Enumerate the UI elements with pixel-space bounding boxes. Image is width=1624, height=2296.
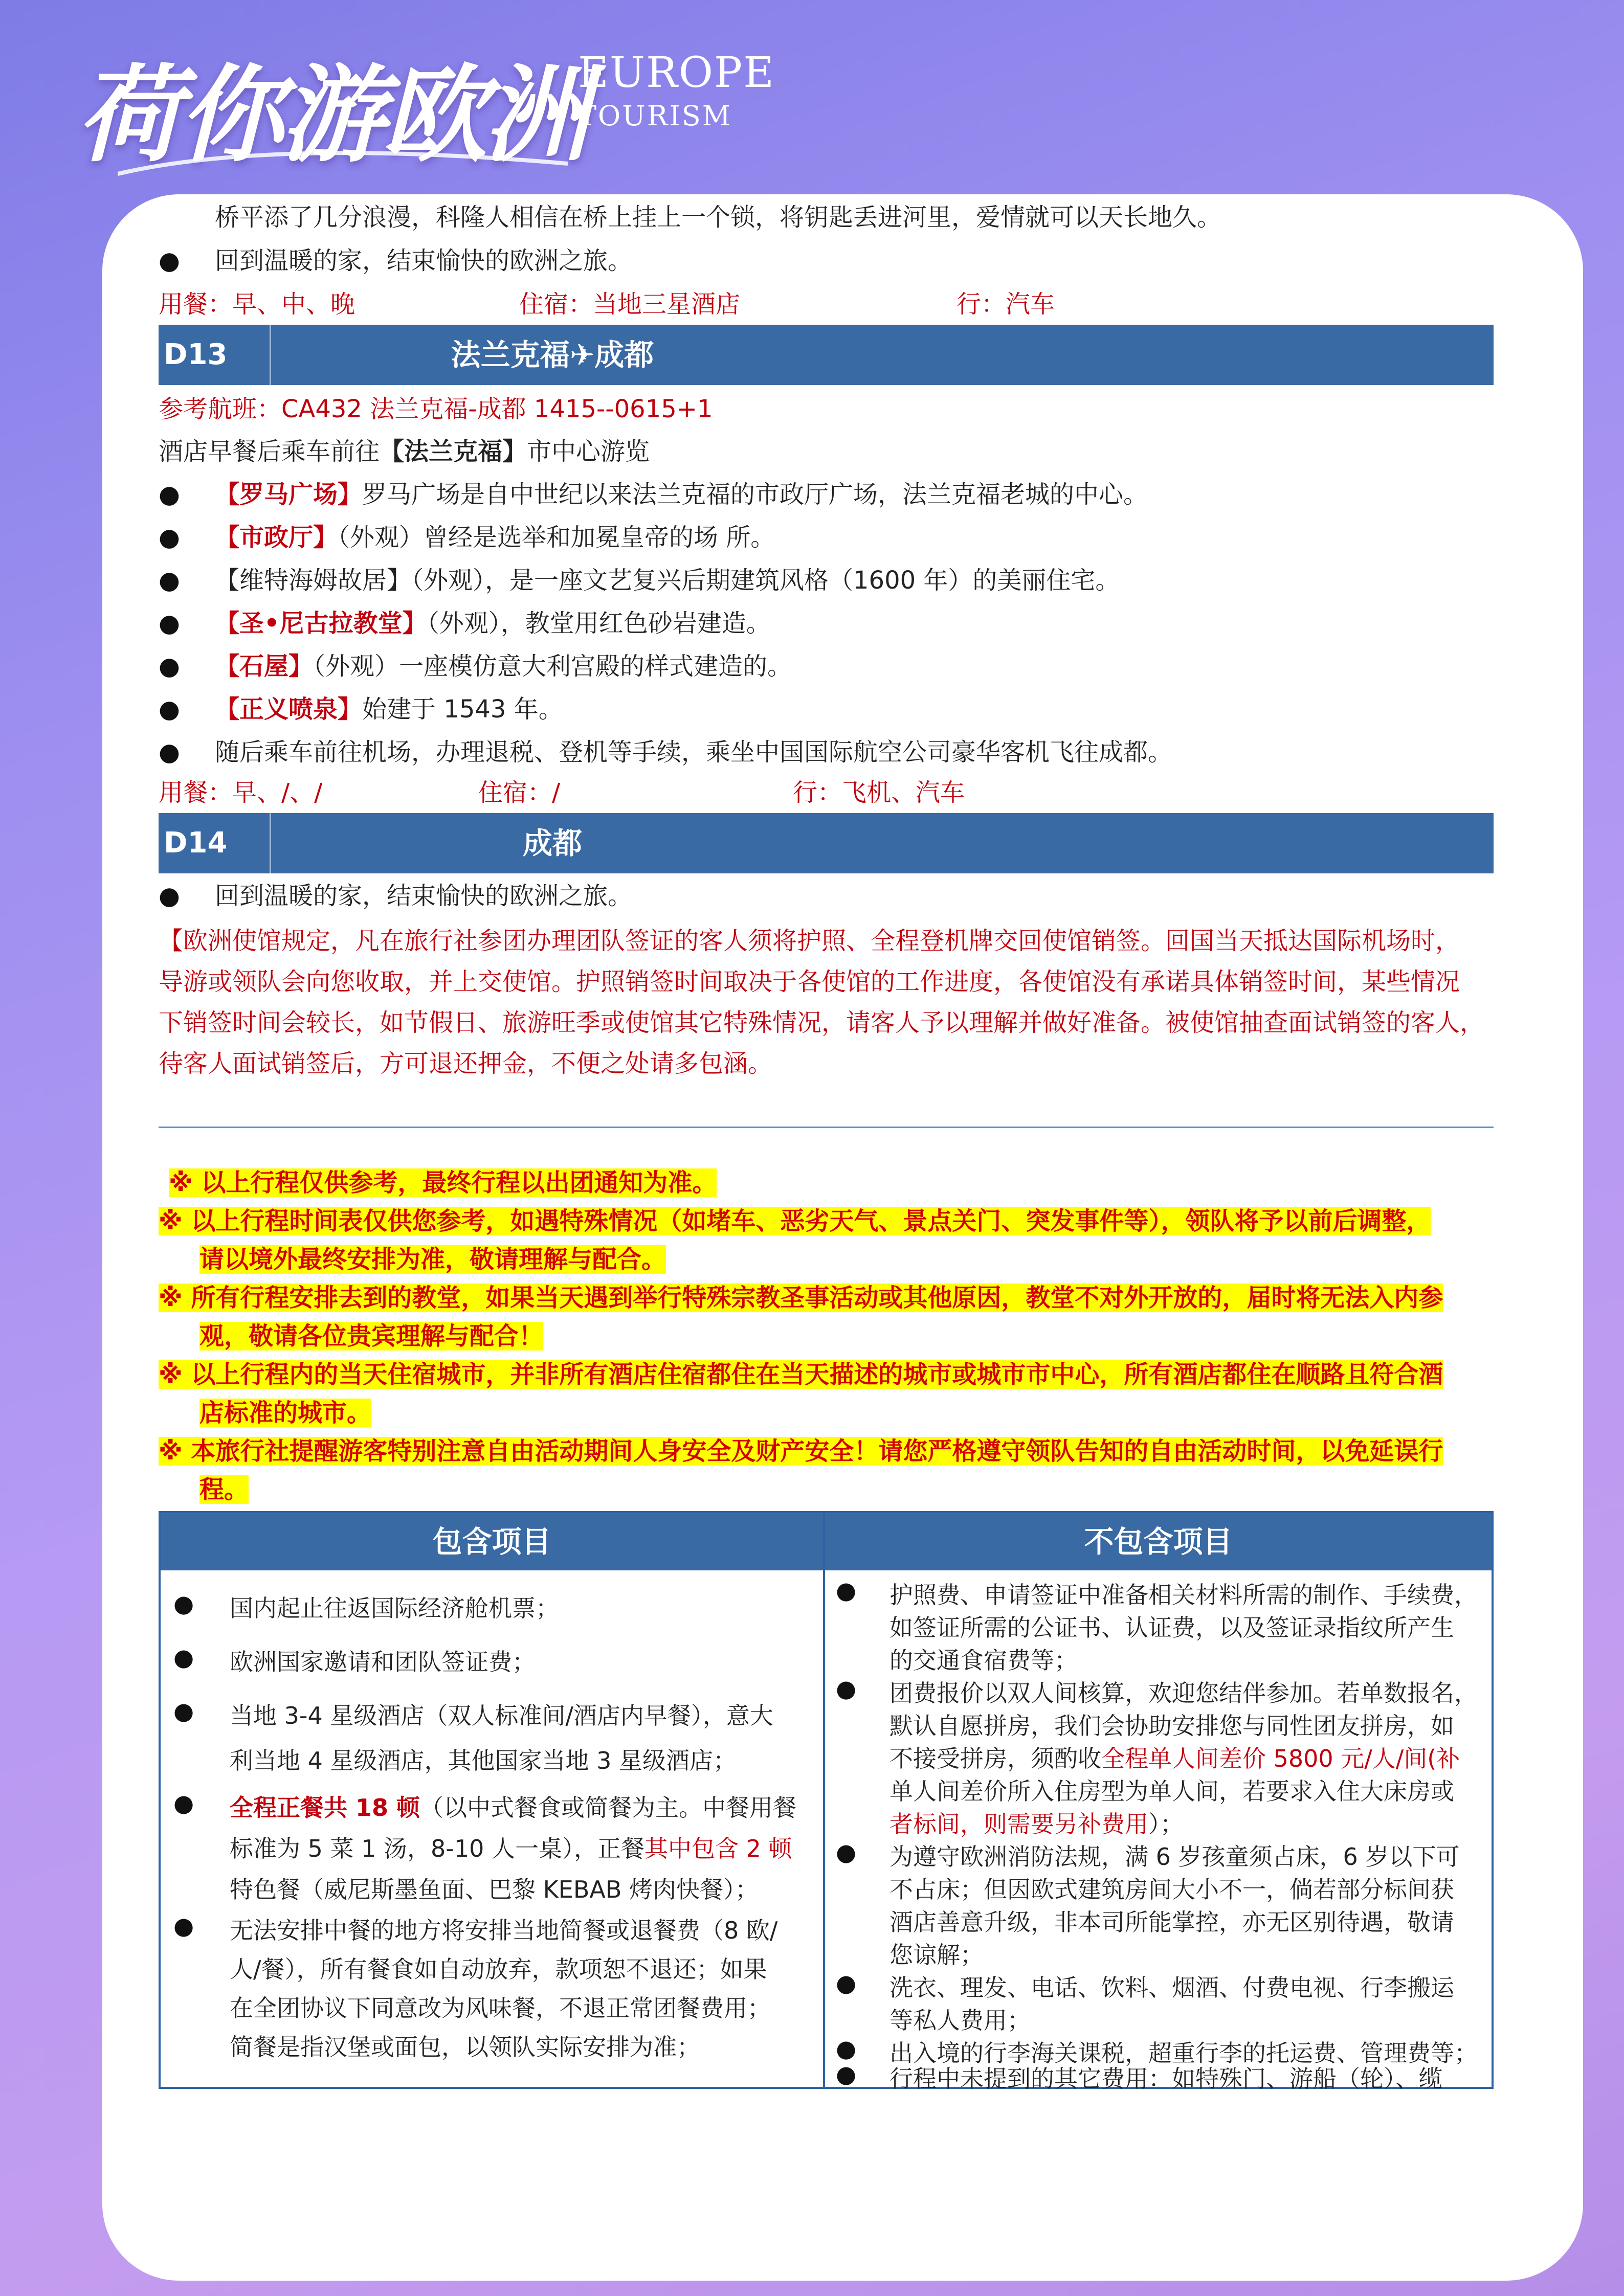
bullet-icon: ● — [159, 695, 180, 724]
bullet-icon: ● — [836, 1838, 857, 1866]
excluded-item-2-line5: 者标间，则需要另补费用）； — [889, 1810, 1184, 1838]
bullet-icon: ● — [836, 1675, 857, 1702]
d13-item-6: 【正义喷泉】始建于 1543 年。 — [215, 695, 563, 724]
day-header-d14 — [159, 813, 1494, 873]
bullet-icon: ● — [836, 1577, 857, 1604]
bullet-icon: ● — [836, 1969, 857, 1997]
brand-swoosh-decoration — [118, 143, 578, 184]
fee-table — [159, 1511, 1494, 2092]
day-title: 成都 — [522, 826, 582, 861]
included-item-4-line3: 特色餐（威尼斯墨鱼面、巴黎 KEBAB 烤肉快餐）； — [230, 1876, 759, 1903]
day-header-d13 — [159, 325, 1494, 385]
excluded-item-4-line2: 等私人费用； — [889, 2007, 1031, 2034]
d13-intro: 酒店早餐后乘车前往【法兰克福】市中心游览 — [159, 437, 650, 466]
d12-continuation-text: 桥平添了几分浪漫，科隆人相信在桥上挂上一个锁，将钥匙丢进河里，爱情就可以天长地久。 — [215, 203, 1222, 232]
excluded-item-2-line3: 不接受拼房，须酌收全程单人间差价 5800 元/人/间(补 — [889, 1745, 1460, 1772]
d13-item-7: 随后乘车前往机场，办理退税、登机等手续，乘坐中国国际航空公司豪华客机飞往成都。 — [215, 738, 1173, 767]
bullet-icon: ● — [159, 480, 180, 509]
remark-1: ※ 以上行程仅供参考，最终行程以出团通知为准。 — [169, 1168, 717, 1197]
brand-title-cn: 荷你游欧洲 — [77, 54, 586, 176]
d12-transport: 行：汽车 — [956, 290, 1055, 319]
excluded-header: 不包含项目 — [825, 1513, 1492, 1570]
bullet-icon: ● — [173, 1697, 194, 1725]
remark-3: ※ 所有行程安排去到的教堂，如果当天遇到举行特殊宗教圣事活动或其他原因，教堂不对外开放的，届时将无法入内参 — [159, 1284, 1443, 1312]
excluded-item-3-line1: 为遵守欧洲消防法规，满 6 岁孩童须占床，6 岁以下可 — [889, 1843, 1460, 1871]
d13-flight-info: 参考航班：CA432 法兰克福-成都 1415--0615+1 — [159, 395, 713, 423]
excluded-item-4-line1: 洗衣、理发、电话、饮料、烟酒、付费电视、行李搬运 — [889, 1974, 1454, 2001]
day-title: 法兰克福✈成都 — [451, 337, 654, 372]
remark-2: ※ 以上行程时间表仅供您参考，如遇特殊情况（如堵车、恶劣天气、景点关门、突发事件等），领队将予以前后调整， — [159, 1207, 1431, 1235]
remark-5: ※ 本旅行社提醒游客特别注意自由活动期间人身安全及财产安全！请您严格遵守领队告知的自由活动时间，以免延误行 — [159, 1437, 1443, 1466]
brand-title-en-line1: EUROPE — [578, 49, 775, 97]
excluded-item-6: 行程中未提到的其它费用：如特殊门、游船（轮）、缆 — [889, 2065, 1442, 2092]
bullet-icon: ● — [159, 609, 180, 638]
included-item-2: 欧洲国家邀请和团队签证费； — [230, 1648, 536, 1676]
bullet-icon: ● — [159, 523, 180, 552]
excluded-item-2-line4: 单人间差价所入住房型为单人间，若要求入住大床房或 — [889, 1777, 1454, 1805]
excluded-item-2-line2: 默认自愿拼房，我们会协助安排您与同性团友拼房，如 — [889, 1712, 1454, 1740]
d13-item-4: 【圣•尼古拉教堂】（外观），教堂用红色砂岩建造。 — [215, 609, 771, 638]
d13-meal: 用餐：早、/、/ — [159, 778, 323, 807]
remark-2-cont: 请以境外最终安排为准，敬请理解与配合。 — [199, 1245, 666, 1274]
visa-notice: 【欧洲使馆规定，凡在旅行社参团办理团队签证的客人须将护照、全程登机牌交回使馆销签。回国当天抵达国际机场时， 导游或领队会向您收取，并上交使馆。护照销签时间取决于各使馆的工作进度，各使馆没有承诺具体销签时间，某些情况 下销签时间会较长，如节假日、旅游旺季或使馆其它特殊情况，请客人予以理解并做好准备。被使馆抽查面试销签的客人， 待客人面试销签后，方可退还押金，不便之处请多包涵。 — [159, 927, 1485, 1078]
brand-title-en-line2: TOURISM — [578, 100, 732, 132]
d13-item-2: 【市政厅】（外观）曾经是选举和加冕皇帝的场 所。 — [215, 523, 775, 552]
included-item-3-line2: 利当地 4 星级酒店，其他国家当地 3 星级酒店； — [230, 1747, 737, 1774]
excluded-item-3-line4: 您谅解； — [889, 1941, 984, 1969]
excluded-item-5: 出入境的行李海关课税，超重行李的托运费、管理费等； — [889, 2039, 1478, 2067]
bullet-icon: ● — [173, 1789, 194, 1817]
bullet-icon: ● — [159, 738, 180, 767]
bullet-icon: ● — [159, 246, 180, 275]
d13-item-5: 【石屋】（外观）一座模仿意大利宫殿的样式建造的。 — [215, 652, 792, 681]
bullet-icon: ● — [836, 2060, 857, 2088]
bullet-icon: ● — [173, 1912, 194, 1940]
included-item-5-line1: 无法安排中餐的地方将安排当地简餐或退餐费（8 欧/ — [230, 1917, 778, 1944]
d14-return-text: 回到温暖的家，结束愉快的欧洲之旅。 — [215, 882, 633, 910]
excluded-item-3-line3: 酒店善意升级，非本司所能掌控，亦无区别待遇，敬请 — [889, 1908, 1454, 1936]
excluded-item-1-line1: 护照费、申请签证中准备相关材料所需的制作、手续费， — [889, 1581, 1478, 1609]
excluded-item-1-line3: 的交通食宿费等； — [889, 1647, 1078, 1674]
included-header: 包含项目 — [161, 1513, 823, 1570]
excluded-item-3-line2: 不占床；但因欧式建筑房间大小不一，倘若部分标间获 — [889, 1876, 1454, 1903]
d13-item-1: 【罗马广场】罗马广场是自中世纪以来法兰克福的市政厅广场，法兰克福老城的中心。 — [215, 480, 1148, 509]
bullet-icon: ● — [173, 1644, 194, 1671]
bullet-icon: ● — [159, 566, 180, 595]
included-item-1: 国内起止往返国际经济舱机票； — [230, 1594, 559, 1622]
remark-4: ※ 以上行程内的当天住宿城市，并非所有酒店住宿都住在当天描述的城市或城市市中心，所有酒店都住在顺路且符合酒 — [159, 1360, 1443, 1389]
excluded-item-1-line2: 如签证所需的公证书、认证费，以及签证录指纹所产生 — [889, 1614, 1454, 1641]
bullet-icon: ● — [836, 2035, 857, 2062]
remark-5-cont: 程。 — [199, 1475, 249, 1504]
d13-item-3: 【维特海姆故居】（外观），是一座文艺复兴后期建筑风格（1600 年）的美丽住宅。 — [215, 566, 1120, 595]
included-item-5-line3: 在全团协议下同意改为风味餐，不退正常团餐费用； — [230, 1994, 771, 2022]
day-number: D13 — [159, 325, 271, 385]
remark-3-cont: 观，敬请各位贵宾理解与配合！ — [199, 1322, 544, 1350]
included-item-4-line1: 全程正餐共 18 顿（以中式餐食或简餐为主。中餐用餐 — [230, 1794, 797, 1821]
itinerary-card — [102, 194, 1583, 2281]
bullet-icon: ● — [159, 882, 180, 910]
bullet-icon: ● — [159, 652, 180, 681]
d12-meal: 用餐：早、中、晚 — [159, 290, 355, 319]
day-number: D14 — [159, 813, 271, 873]
section-divider — [159, 1127, 1494, 1128]
remark-4-cont: 店标准的城市。 — [199, 1399, 372, 1427]
included-item-5-line4: 简餐是指汉堡或面包，以领队实际安排为准； — [230, 2033, 700, 2061]
included-item-4-line2: 标准为 5 菜 1 汤，8-10 人一桌），正餐其中包含 2 顿 — [230, 1835, 792, 1862]
table-column-divider — [823, 1513, 825, 2087]
included-item-5-line2: 人/餐），所有餐食如自动放弃，款项恕不退还；如果 — [230, 1955, 767, 1983]
d12-return-text: 回到温暖的家，结束愉快的欧洲之旅。 — [215, 246, 633, 275]
excluded-item-2-line1: 团费报价以双人间核算，欢迎您结伴参加。若单数报名， — [889, 1679, 1478, 1707]
included-item-3-line1: 当地 3-4 星级酒店（双人标准间/酒店内早餐），意大 — [230, 1702, 773, 1729]
brand-logo — [77, 10, 793, 179]
bullet-icon: ● — [173, 1590, 194, 1617]
d12-hotel: 住宿：当地三星酒店 — [519, 290, 741, 319]
d13-transport: 行：飞机、汽车 — [793, 778, 965, 807]
d13-hotel: 住宿：/ — [478, 778, 561, 807]
